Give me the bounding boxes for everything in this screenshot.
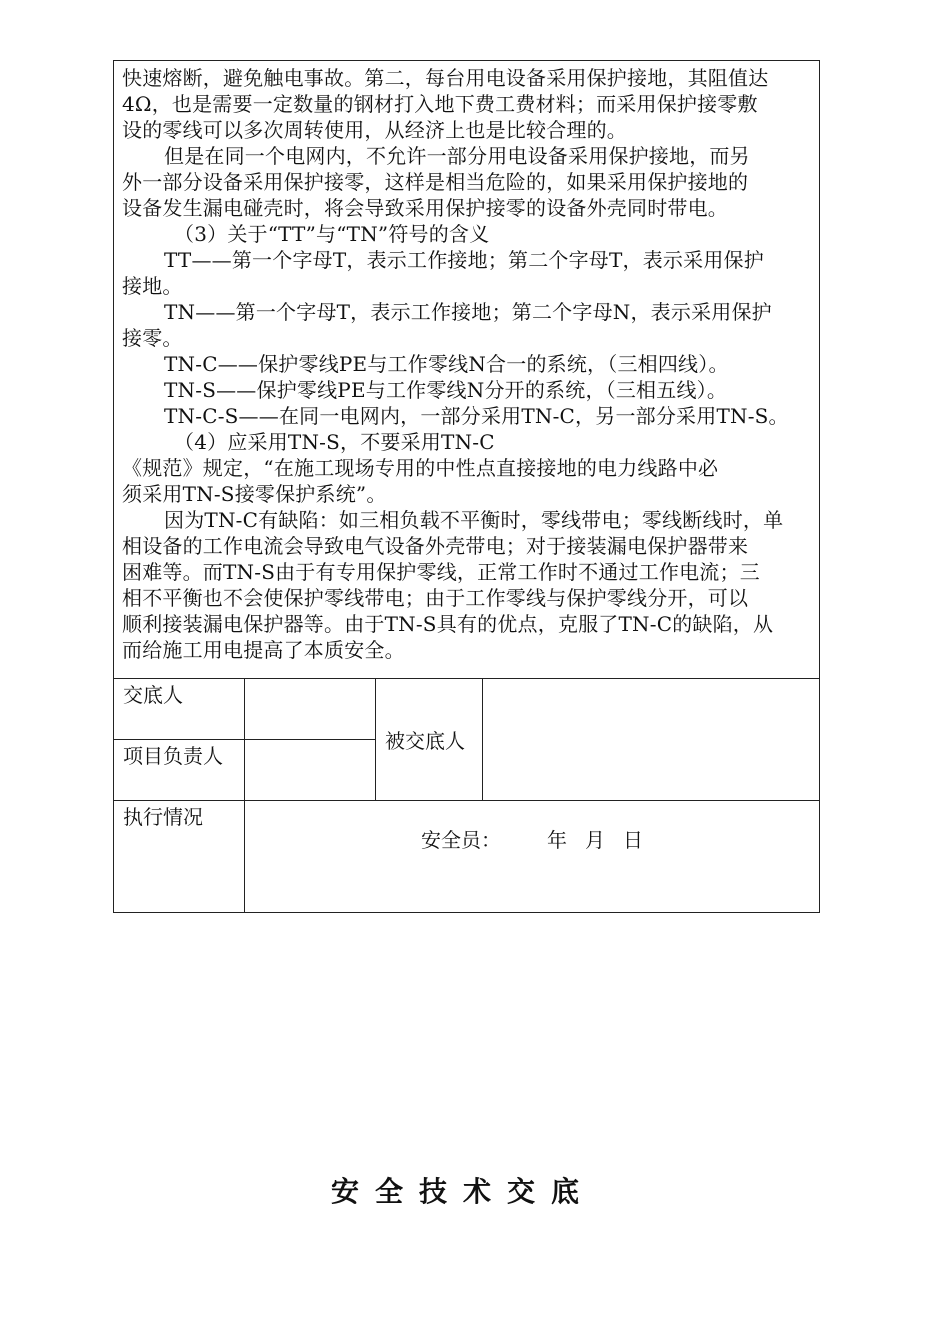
body-line: 但是在同一个电网内，不允许一部分用电设备采用保护接地，而另	[164, 144, 750, 168]
year-label: 年	[547, 828, 567, 852]
body-line: 而给施工用电提高了本质安全。	[122, 638, 405, 662]
execution-value	[245, 801, 820, 913]
body-line: TN-C-S——在同一电网内，一部分采用TN-C，另一部分采用TN-S。	[164, 404, 789, 428]
body-line: 须采用TN-S接零保护系统”。	[122, 482, 387, 506]
body-line: 设备发生漏电碰壳时，将会导致采用保护接零的设备外壳同时带电。	[122, 196, 728, 220]
body-line: 接地。	[122, 274, 183, 298]
body-line: 因为TN-C有缺陷：如三相负载不平衡时，零线带电；零线断线时，单	[164, 508, 784, 532]
execution-label: 执行情况	[114, 801, 245, 913]
safety-officer-signoff	[245, 801, 819, 853]
discloser-label: 交底人	[114, 679, 245, 740]
body-line: 4Ω，也是需要一定数量的钢材打入地下费工费材料；而采用保护接零敷	[122, 92, 758, 116]
body-text	[122, 65, 811, 663]
body-line: 接零。	[122, 326, 183, 350]
body-line: 快速熔断，避免触电事故。第二，每台用电设备采用保护接地，其阻值达	[122, 66, 769, 90]
body-line: TN——第一个字母T，表示工作接地；第二个字母N，表示采用保护	[164, 300, 772, 324]
body-line: 相不平衡也不会使保护零线带电；由于工作零线与保护零线分开，可以	[122, 586, 749, 610]
project-lead-label: 项目负责人	[114, 740, 245, 801]
body-line: （3）关于“TT”与“TN”符号的含义	[174, 222, 490, 246]
body-line: TT——第一个字母T，表示工作接地；第二个字母T，表示采用保护	[164, 248, 764, 272]
day-label: 日	[623, 828, 643, 852]
body-line: 《规范》规定，“在施工现场专用的中性点直接接地的电力线路中必	[122, 456, 719, 480]
body-line: 困难等。而TN-S由于有专用保护零线，正常工作时不通过工作电流；三	[122, 560, 760, 584]
body-line: 顺利接装漏电保护器等。由于TN-S具有的优点，克服了TN-C的缺陷，从	[122, 612, 774, 636]
discloser-value	[245, 679, 376, 740]
body-line: 相设备的工作电流会导致电气设备外壳带电；对于接装漏电保护器带来	[122, 534, 749, 558]
next-page-title: 安全技术交底	[330, 1175, 595, 1208]
body-line: TN-S——保护零线PE与工作零线N分开的系统，（三相五线）。	[164, 378, 728, 402]
project-lead-value	[245, 740, 376, 801]
safety-officer-label: 安全员：	[421, 828, 501, 852]
body-line: 外一部分设备采用保护接零，这样是相当危险的，如果采用保护接地的	[122, 170, 749, 194]
content-cell	[114, 61, 820, 679]
body-line: （4）应采用TN-S，不要采用TN-C	[174, 430, 495, 454]
month-label: 月	[585, 828, 605, 852]
recipient-label: 被交底人	[376, 679, 483, 801]
body-line: 设的零线可以多次周转使用，从经济上也是比较合理的。	[122, 118, 627, 142]
body-line: TN-C——保护零线PE与工作零线N合一的系统，（三相四线）。	[164, 352, 729, 376]
disclosure-form-table	[113, 60, 820, 913]
recipient-value	[483, 679, 820, 801]
